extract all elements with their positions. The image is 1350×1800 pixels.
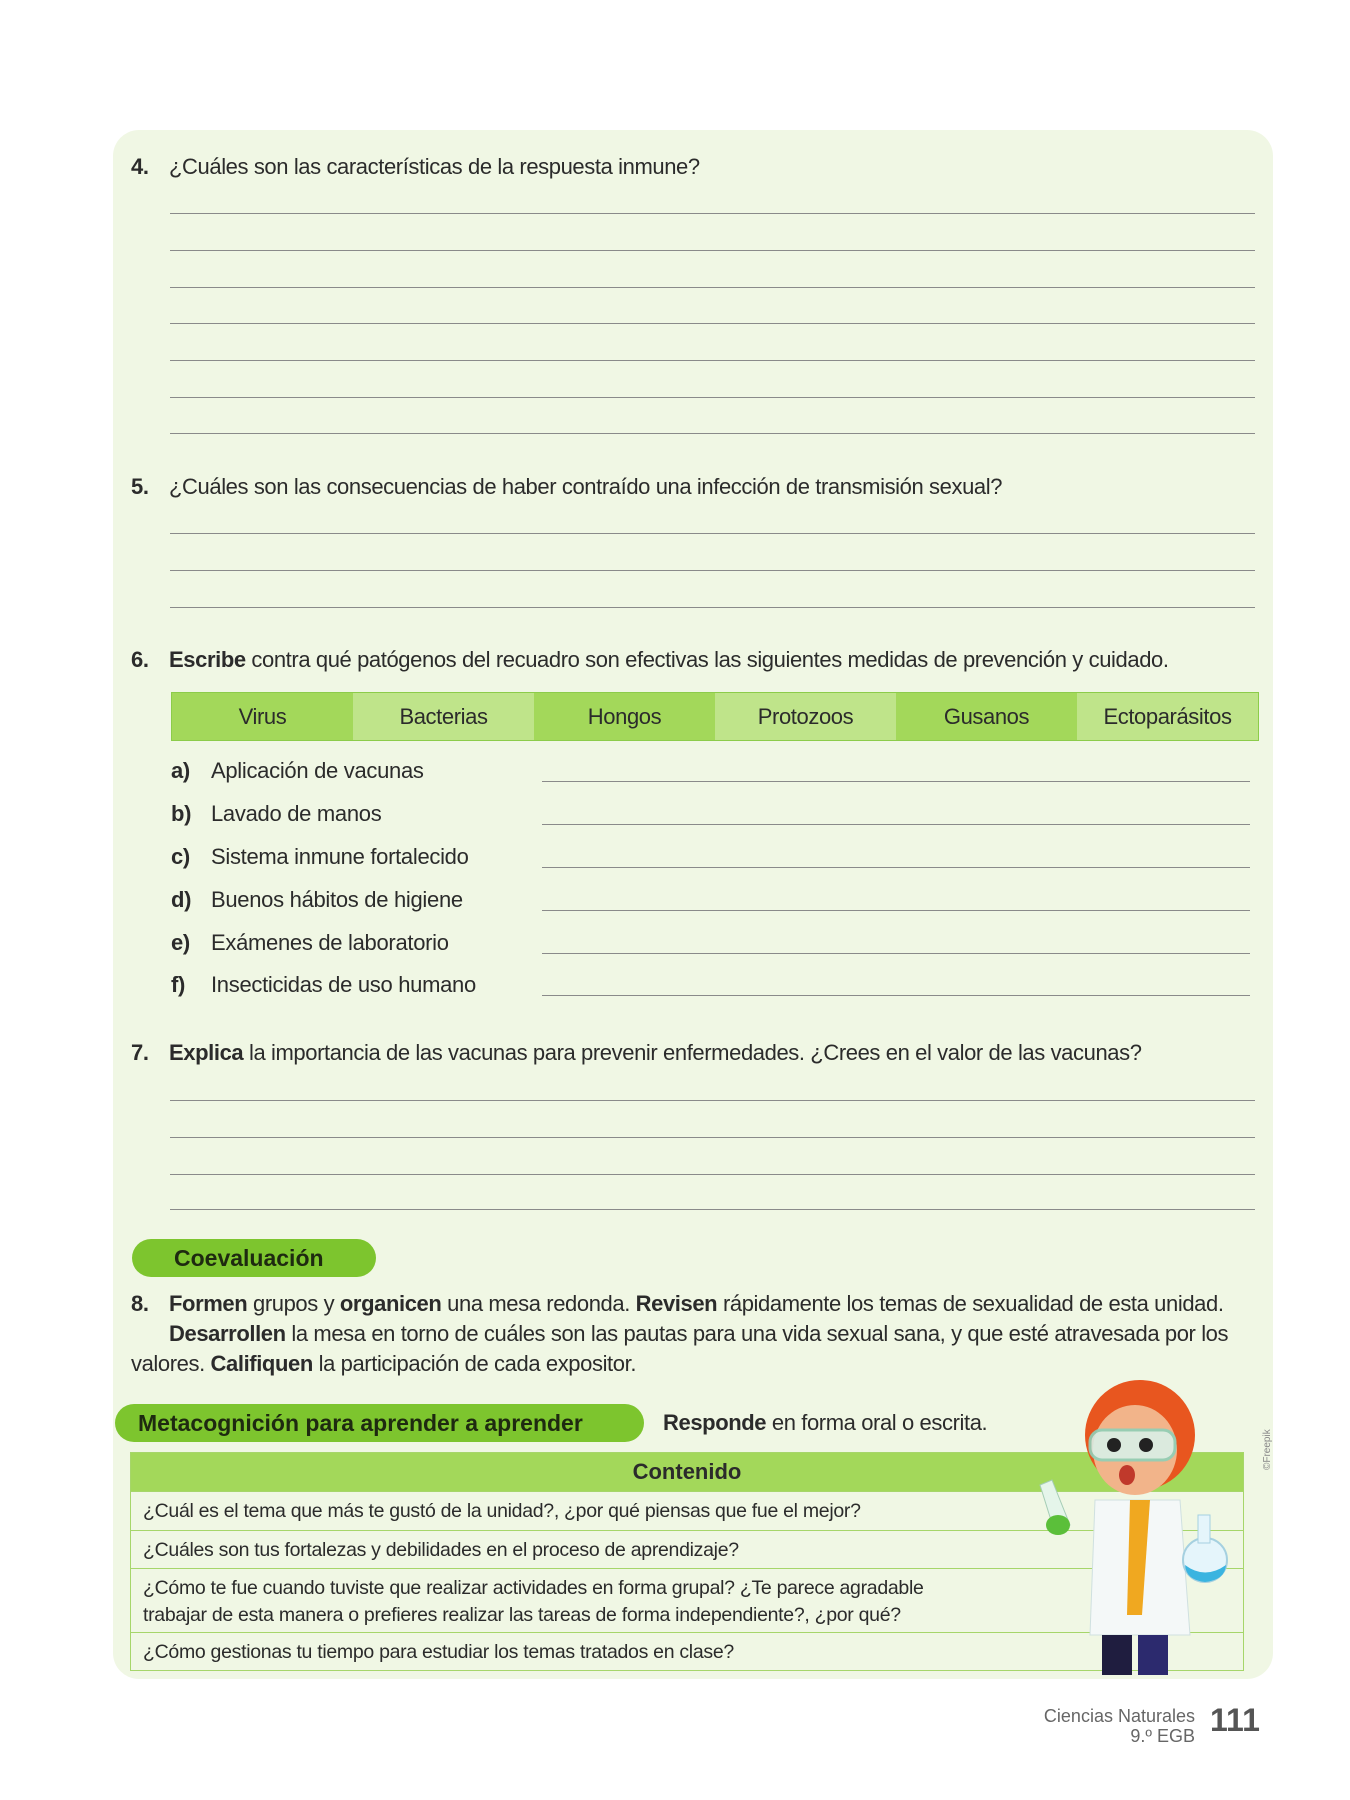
- page-number: 111: [1210, 1702, 1260, 1738]
- pathogen-box: [171, 692, 1259, 741]
- question-text: ¿Cuáles son las características de la respuesta inmune?: [169, 154, 700, 179]
- measure-item: e) Exámenes de laboratorio: [171, 930, 449, 955]
- scientist-illustration: [1030, 1375, 1240, 1675]
- pathogen-cell: Bacterias: [353, 693, 534, 740]
- table-row: ¿Cómo gestionas tu tiempo para estudiar los temas tratados en clase?: [131, 1632, 1243, 1670]
- measure-item: a) Aplicación de vacunas: [171, 758, 424, 783]
- table-row: ¿Cuál es el tema que más te gustó de la unidad?, ¿por qué piensas que fue el mejor?: [131, 1491, 1243, 1530]
- metacognicion-heading: Metacognición para aprender a aprender: [115, 1404, 644, 1442]
- measure-item: b) Lavado de manos: [171, 801, 382, 826]
- pathogen-cell: Ectoparásitos: [1077, 693, 1258, 740]
- footer-subject: Ciencias Naturales: [1043, 1706, 1195, 1726]
- pathogen-cell: Virus: [172, 693, 353, 740]
- pathogen-cell: Protozoos: [715, 693, 896, 740]
- question-6: 6. Escribe contra qué patógenos del recuadro son efectivas las siguientes medidas de prevención y cuidado.: [131, 647, 1169, 672]
- table-row: ¿Cómo te fue cuando tuviste que realizar actividades en forma grupal? ¿Te parece agradable trabajar de esta manera o prefieres realizar las tareas de forma independiente?, ¿por qué?: [131, 1568, 1243, 1632]
- question-text: ¿Cuáles son las consecuencias de haber contraído una infección de transmisión sexual?: [169, 474, 1003, 499]
- table-header: Contenido: [131, 1453, 1243, 1491]
- question-8: 8. Formen grupos y organicen una mesa redonda. Revisen rápidamente los temas de sexualidad de esta unidad. Desarrollen la mesa en torno de cuáles son las pautas para una vida sexual sana, y que esté atravesada por los valores. Califiquen la participación de cada expositor.: [131, 1291, 1229, 1376]
- measure-item: d) Buenos hábitos de higiene: [171, 887, 463, 912]
- footer-grade: 9.º EGB: [1130, 1726, 1195, 1746]
- question-7: 7. Explica la importancia de las vacunas para prevenir enfermedades. ¿Crees en el valor de las vacunas?: [131, 1040, 1142, 1065]
- question-4: 4. ¿Cuáles son las características de la respuesta inmune?: [131, 154, 700, 179]
- measure-answer-line[interactable]: [542, 995, 1250, 996]
- measure-answer-line[interactable]: [542, 867, 1250, 868]
- table-row: ¿Cuáles son tus fortalezas y debilidades en el proceso de aprendizaje?: [131, 1530, 1243, 1568]
- question-5: 5. ¿Cuáles son las consecuencias de haber contraído una infección de transmisión sexual?: [131, 474, 1003, 499]
- measure-answer-line[interactable]: [542, 953, 1250, 954]
- pathogen-cell: Gusanos: [896, 693, 1077, 740]
- measure-answer-line[interactable]: [542, 824, 1250, 825]
- image-credit: ©Freepik: [1262, 1429, 1273, 1470]
- coevaluacion-heading: Coevaluación: [132, 1239, 376, 1277]
- measure-answer-line[interactable]: [542, 910, 1250, 911]
- measure-item: c) Sistema inmune fortalecido: [171, 844, 469, 869]
- metacognicion-instruction: Responde en forma oral o escrita.: [663, 1410, 988, 1435]
- measure-answer-line[interactable]: [542, 781, 1250, 782]
- pathogen-cell: Hongos: [534, 693, 715, 740]
- footer: [1044, 1706, 1195, 1746]
- measure-item: f) Insecticidas de uso humano: [171, 972, 476, 997]
